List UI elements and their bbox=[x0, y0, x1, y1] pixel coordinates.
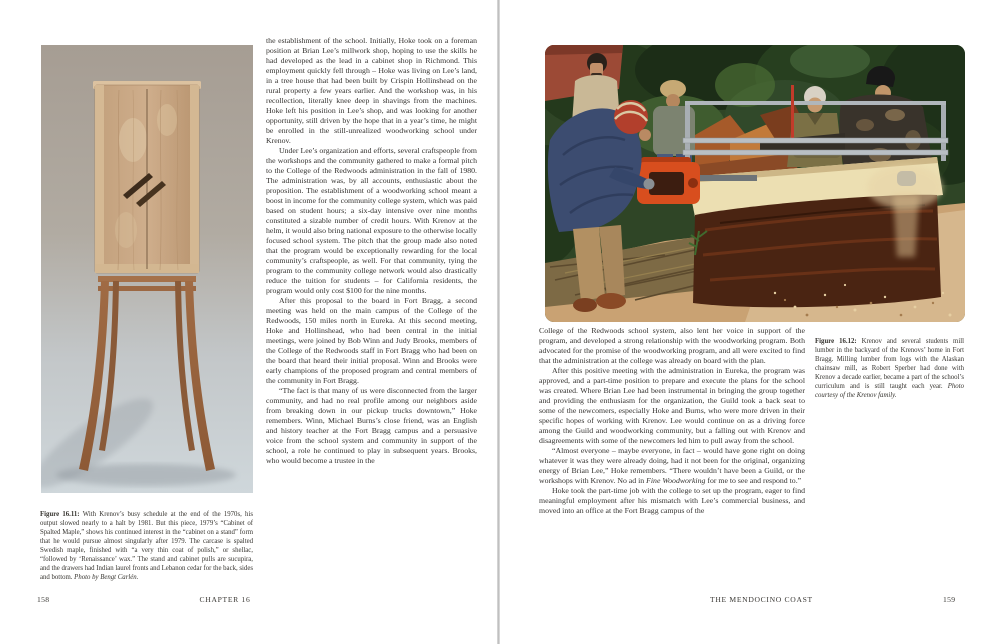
figure-16-11-photo bbox=[41, 45, 253, 493]
figure-16-12-caption-credit: Photo courtesy of the Krenov family. bbox=[815, 382, 964, 399]
paragraph: After this positive meeting with the administration in Eureka, the program was approved, and a part-time position to prepare and execute the plans for the school was created. Where Brian Lee had been instrumental in bringing the group together and providing the enthusiasm for the organization, the Guild took a back seat to some of the newcomers, especially Hoke and Burns, who were more driven in their specific hopes of working with Krenov. Lee would continue on as a driving force among the Guild and woodworking community, but a falling out with Krenov and disagreements with some of the newcomers led him to pull away from the school. bbox=[539, 366, 805, 445]
figure-16-11-caption-text: With Krenov’s busy schedule at the end of the 1970s, his output slowed nearly to a halt by 1981. But this piece, 1979’s “Cabinet of Spalted Maple,” shows his continued interest in the “cabinet on a stand” form that he would pursue almost singularly after 1979. The carcase is spalted Swedish maple, finished with “a very thin coat of polish,” or shellac, “followed by ‘Renaissance’ wax.” The stand and cabinet pulls are sucupira, and the drawers had Indian laurel fronts and Lebanon cedar for the back, sides and bottom. bbox=[40, 510, 253, 581]
paragraph: the establishment of the school. Initially, Hoke took on a foreman position at Brian Lee’s millwork shop, hoping to use the skills he had developed as the lead in a cabinet shop in Richmond. This employment quickly fell through – Hoke was living on Lee’s land, in a tree house that had been built by Crispin Hollinshead on the rural property a few years earlier. And the workshop was, in his recollection, literally knee deep in shavings from the machines. Hoke left his position in Lee’s shop, and was looking for another opportunity, still driven by the hope that in a year’s time, he might be enrolled in the still-unrealized woodworking school under Krenov. bbox=[266, 36, 477, 145]
milling-illustration bbox=[545, 45, 965, 322]
running-head-left: CHAPTER 16 bbox=[199, 595, 251, 604]
book-page-right bbox=[500, 0, 999, 644]
paragraph: “The fact is that many of us were disconnected from the larger community, and had no real profile among our neighbors aside from breaking down in our pickup trucks downtown,” Hoke remembers. Winn, Michael Burns’s close friend, was an English and history teacher at the Fort Bragg campus and a persuasive voice from the school system and community in support of the school, a role he continued to play in subsequent years. Brooks, who would become a trustee in the bbox=[266, 386, 477, 465]
book-page-left bbox=[0, 0, 497, 644]
running-head-right: THE MENDOCINO COAST bbox=[710, 595, 813, 604]
figure-16-11-caption-label: Figure 16.11: bbox=[40, 510, 80, 518]
paragraph-text: for me to see and respond to.” bbox=[705, 476, 802, 485]
figure-16-12-caption-label: Figure 16.12: bbox=[815, 337, 857, 345]
figure-16-12-photo bbox=[545, 45, 965, 322]
page-number-left: 158 bbox=[37, 595, 50, 604]
page-number-right: 159 bbox=[943, 595, 956, 604]
right-page-text-column bbox=[539, 326, 805, 516]
paragraph: Hoke took the part-time job with the college to set up the program, eager to find meaningful employment after his mismatch with Lee’s commercial business, and moved into an office at the Fort Bragg campus of the bbox=[539, 486, 805, 515]
left-page-text-column bbox=[266, 36, 477, 466]
paragraph: Under Lee’s organization and efforts, several craftspeople from the workshops and the community gathered to make a formal pitch to the College of the Redwoods administration in the fall of 1980. The administration was, by all accounts, enthusiastic about the proposition. The establishment of a woodworking school meant a boost in income for the community college system, which was paid based on student hours; a six-day intensive over nine months constituted a sizable number of credit hours. With Krenov at the helm, it would also bring national exposure to the otherwise locally focused school system. The pitch that the group made also noted that the program would be exceptionally rewarding for the local community’s craftspeople, as well. For that community, tying the program to the community college network would also drastically reduce the tuition for students – for California residents, the program would only cost $100 for the nine months. bbox=[266, 146, 477, 295]
paragraph-text: “Almost everyone – maybe everyone, in fact – would have gone right on doing whatever it was they were already doing, had it not been for the original, organizing energy of Brian Lee,” Hoke remembers. “There wouldn’t have been a Guild, or the workshops with Krenov. No ad in bbox=[539, 446, 805, 485]
paragraph: College of the Redwoods school system, also lent her voice in support of the program, and developed a strong relationship with the woodworking program. Both advocated for the promise of the woodworking program, and all were excited to find that the administration at the college was already on board with the plan. bbox=[539, 326, 805, 365]
figure-16-11-caption-credit: Photo by Bengt Carlén. bbox=[74, 573, 139, 581]
paragraph: After this proposal to the board in Fort Bragg, a second meeting was held on the main campus of the College of the Redwoods, 150 miles north in Eureka. At this second meeting, Hoke and Hollinshead, who had been central in the initial meetings, were joined by Bob Winn and Judy Brooks, members of the College of the Redwoods staff in Fort Bragg who had been on the board that heard their initial proposal. Winn and Brooks were early champions of the proposed program and central members of the community in Fort Bragg. bbox=[266, 296, 477, 385]
figure-16-11-caption bbox=[40, 510, 253, 582]
figure-16-12-caption-text: Krenov and several students mill lumber in the backyard of the Krenovs’ home in Fort Bragg. Milling lumber from logs with the Alaskan chainsaw mill, as Robert Sperber had done with Krenov a decade earlier, became a part of the school’s curriculum and is still taught each year. bbox=[815, 337, 964, 390]
figure-16-12-caption bbox=[815, 337, 964, 400]
paragraph bbox=[539, 446, 805, 486]
cabinet-illustration bbox=[41, 45, 253, 493]
magazine-title: Fine Woodworking bbox=[646, 476, 706, 485]
